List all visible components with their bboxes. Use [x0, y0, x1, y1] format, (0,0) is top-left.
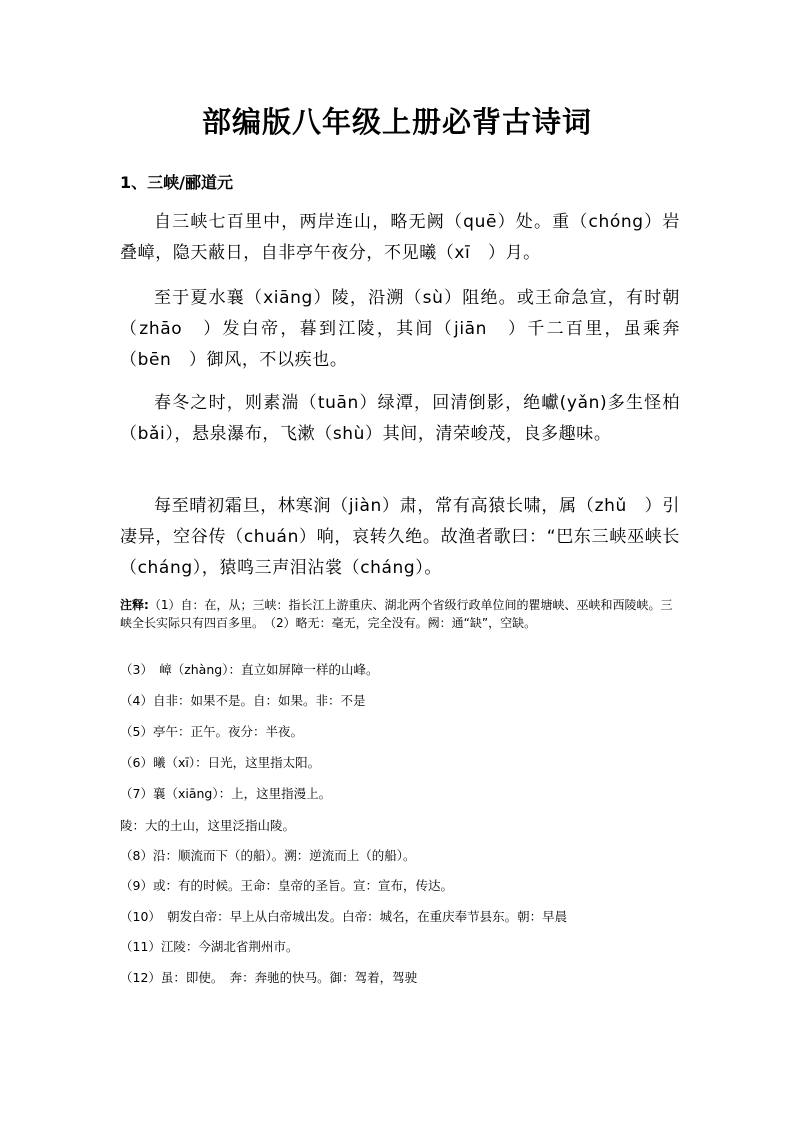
note-item: （7）襄（xiāng）：上，这里指漫上。	[120, 786, 332, 801]
section-heading: 1、三峡/郦道元	[120, 173, 233, 192]
notes-intro-text: （1）自：在，从；三峡：指长江上游重庆、湖北两个省级行政单位间的瞿塘峡、巫峡和西陵峡。三峡全长实际只有四百多里。 （2）略无：毫无，完全没有。阙：通“缺”，空缺。	[120, 598, 673, 630]
note-item: （9）或：有的时候。王命：皇帝的圣旨。宣：宣布，传达。	[120, 878, 453, 893]
note-item: （4）自非：如果不是。自：如果。非：不是	[120, 693, 366, 708]
note-item: （3） 嶂（zhàng）：直立如屏障一样的山峰。	[120, 662, 379, 677]
notes-intro	[120, 596, 676, 632]
text-paragraph: 每至晴初霜旦，林寒涧（jiàn）肃，常有高猿长啸，属（zhǔ ）引凄异，空谷传（chuán）响，哀转久绝。故渔者歌曰：“巴东三峡巫峡长（cháng），猿鸣三声泪沾裳（cháng）。	[120, 496, 680, 578]
note-item: （8）沿：顺流而下（的船）。溯：逆流而上（的船）。	[120, 848, 416, 863]
note-item: （5）亭午：正午。夜分：半夜。	[120, 724, 303, 739]
note-item: （12）虽：即使。 奔：奔驰的快马。御：驾着，驾驶	[120, 970, 418, 985]
text-paragraph: 至于夏水襄（xiāng）陵，沿溯（sù）阻绝。或王命急宣，有时朝（zhāo ）发白帝，暮到江陵，其间（jiān ）千二百里，虽乘奔（bēn ）御风，不以疾也。	[120, 288, 680, 370]
note-item: （10） 朝发白帝：早上从白帝城出发。白帝：城名，在重庆奉节县东。朝：早晨	[120, 909, 568, 924]
notes-label: 注释:	[120, 598, 149, 612]
note-item: （11）江陵：今湖北省荆州市。	[120, 939, 299, 954]
text-paragraph: 春冬之时，则素湍（tuān）绿潭，回清倒影，绝巘(yǎn)多生怪柏（bǎi），悬泉瀑布，飞漱（shù）其间，清荣峻茂，良多趣味。	[120, 393, 680, 444]
text-paragraph: 自三峡七百里中，两岸连山，略无阙（quē）处。重（chóng）岩叠嶂，隐天蔽日，自非亭午夜分，不见曦（xī ）月。	[120, 212, 680, 263]
note-item: 陵：大的土山，这里泛指山陵。	[120, 818, 296, 833]
note-item: （6）曦（xī）：日光，这里指太阳。	[120, 755, 321, 770]
document-title: 部编版八年级上册必背古诗词	[201, 105, 592, 139]
